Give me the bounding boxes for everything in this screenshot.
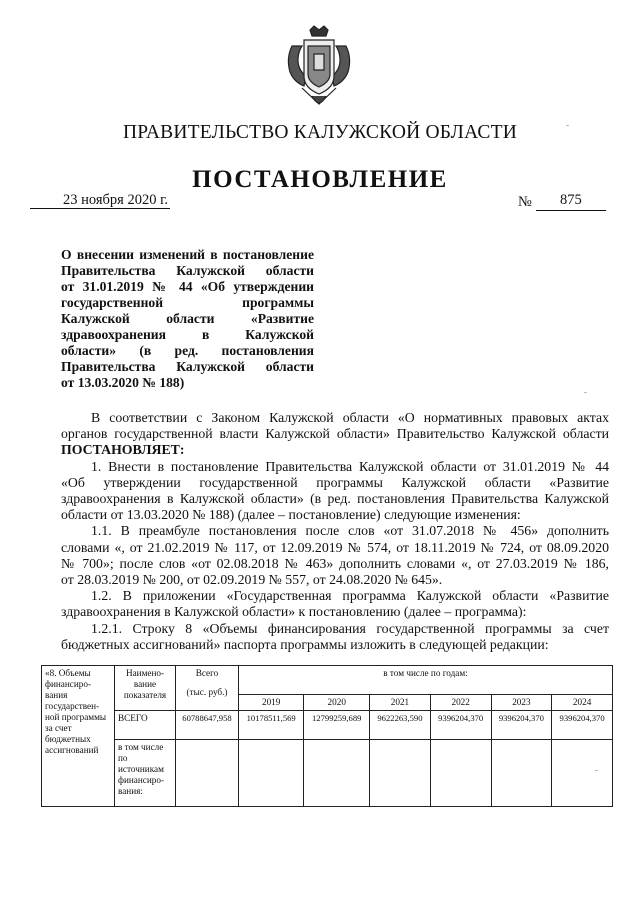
year-cell: 2021 xyxy=(370,695,431,711)
subject-line: области» (в ред. постановления xyxy=(61,343,314,358)
year-value-cell: 9396204,370 xyxy=(552,711,613,740)
table-row xyxy=(42,740,613,807)
item-1-2-paragraph xyxy=(61,588,609,620)
body-line: от 28.03.2019 № 200, от 02.09.2019 № 557, от 24.08.2020 № 645». xyxy=(61,572,443,588)
body-line: бюджетных ассигнований» паспорта программы изложить в следующей редакции: xyxy=(61,636,549,652)
scan-speck xyxy=(595,770,598,771)
year-value-cell: 9622263,590 xyxy=(370,711,431,740)
body-line: «Об утверждении государственной программы Калужской области «Развитие xyxy=(61,474,609,490)
empty-cell xyxy=(552,740,613,807)
document-type: ПОСТАНОВЛЕНИЕ xyxy=(192,166,448,193)
year-value-cell: 12799259,689 xyxy=(304,711,370,740)
body-line xyxy=(61,442,609,458)
body-line: 1.1. В преамбуле постановления после слов «от 31.07.2018 № 456» дополнить xyxy=(91,523,609,539)
year-cell: 2020 xyxy=(304,695,370,711)
body-line: В соответствии с Законом Калужской области «О нормативных правовых актах xyxy=(91,410,609,425)
year-value-cell: 9396204,370 xyxy=(430,711,491,740)
table-row xyxy=(42,711,613,740)
body-line: здравоохранения в Калужской области» к постановлению (далее – программа): xyxy=(61,604,527,620)
number-sign: № xyxy=(518,194,532,210)
date-underline xyxy=(30,208,170,209)
document-subject xyxy=(61,247,314,391)
body-line: 1.2. В приложении «Государственная программа Калужской области «Развитие xyxy=(91,588,609,604)
year-cell: 2023 xyxy=(491,695,552,711)
coat-of-arms-emblem xyxy=(284,24,354,112)
scan-speck xyxy=(584,392,587,393)
year-value-cell: 9396204,370 xyxy=(491,711,552,740)
empty-cell xyxy=(239,740,304,807)
item-1-2-1-paragraph xyxy=(61,621,609,653)
body-line: здравоохранения в Калужской области» (в ред. постановления Правительства Калужской xyxy=(61,491,609,507)
item-1-1-paragraph xyxy=(61,523,609,588)
intro-paragraph xyxy=(61,410,609,459)
name-header-cell: Наимено-вание показателя xyxy=(115,666,176,711)
subject-line: О внесении изменений в постановление xyxy=(61,247,314,262)
body-line: 1. Внести в постановление Правительства Калужской области от 31.01.2019 № 44 xyxy=(91,458,609,474)
document-number: 875 xyxy=(560,192,582,208)
subject-line: здравоохранения в Калужской xyxy=(61,327,314,342)
total-value-cell: 60788647,958 xyxy=(176,711,239,740)
empty-cell xyxy=(304,740,370,807)
subject-line: Калужской области «Развитие xyxy=(61,311,314,326)
total-header-cell xyxy=(176,666,239,711)
scan-speck xyxy=(566,125,569,126)
subject-line: Правительства Калужской области xyxy=(61,359,314,374)
row-label-cell: «8. Объемы финансиро-вания государствен-ной программы за счет бюджетных ассигнований xyxy=(42,666,115,807)
document-body xyxy=(61,410,609,653)
body-line: области от 13.03.2020 № 188) (далее – постановление) следующие изменения: xyxy=(61,507,521,523)
years-header-cell: в том числе по годам: xyxy=(239,666,613,695)
empty-cell xyxy=(430,740,491,807)
item-1-paragraph xyxy=(61,459,609,524)
empty-cell xyxy=(176,740,239,807)
body-line: органов государственной власти Калужской области» Правительство Калужской области xyxy=(61,426,609,442)
body-line: словами «, от 21.02.2019 № 117, от 12.09.2019 № 574, от 18.11.2019 № 724, от 08.09.2020 xyxy=(61,539,609,555)
empty-cell xyxy=(370,740,431,807)
table-row xyxy=(42,666,613,695)
document-date: 23 ноября 2020 г. xyxy=(63,192,169,208)
subject-line: Правительства Калужской области xyxy=(61,263,314,278)
decree-word: ПОСТАНОВЛЯЕТ: xyxy=(61,442,185,458)
year-cell: 2019 xyxy=(239,695,304,711)
subject-line: от 31.01.2019 № 44 «Об утверждении xyxy=(61,279,314,294)
sources-label-cell: в том числе по источникам финансиро-вания: xyxy=(115,740,176,807)
subject-line: от 13.03.2020 № 188) xyxy=(61,375,185,390)
number-underline xyxy=(536,210,606,211)
subject-line: государственной программы xyxy=(61,295,314,310)
total-header-line: Всего xyxy=(195,668,219,678)
year-cell: 2022 xyxy=(430,695,491,711)
year-value-cell: 10178511,569 xyxy=(239,711,304,740)
body-line: 1.2.1. Строку 8 «Объемы финансирования государственной программы за счет xyxy=(91,620,609,636)
year-cell: 2024 xyxy=(552,695,613,711)
financing-table xyxy=(41,665,613,807)
body-line: № 700»; после слов «от 02.08.2018 № 463» дополнить словами «, от 27.03.2019 № 186, xyxy=(61,555,609,571)
total-header-unit: (тыс. руб.) xyxy=(186,687,228,697)
government-title: ПРАВИТЕЛЬСТВО КАЛУЖСКОЙ ОБЛАСТИ xyxy=(123,122,517,143)
empty-cell xyxy=(491,740,552,807)
total-label-cell: ВСЕГО xyxy=(115,711,176,740)
